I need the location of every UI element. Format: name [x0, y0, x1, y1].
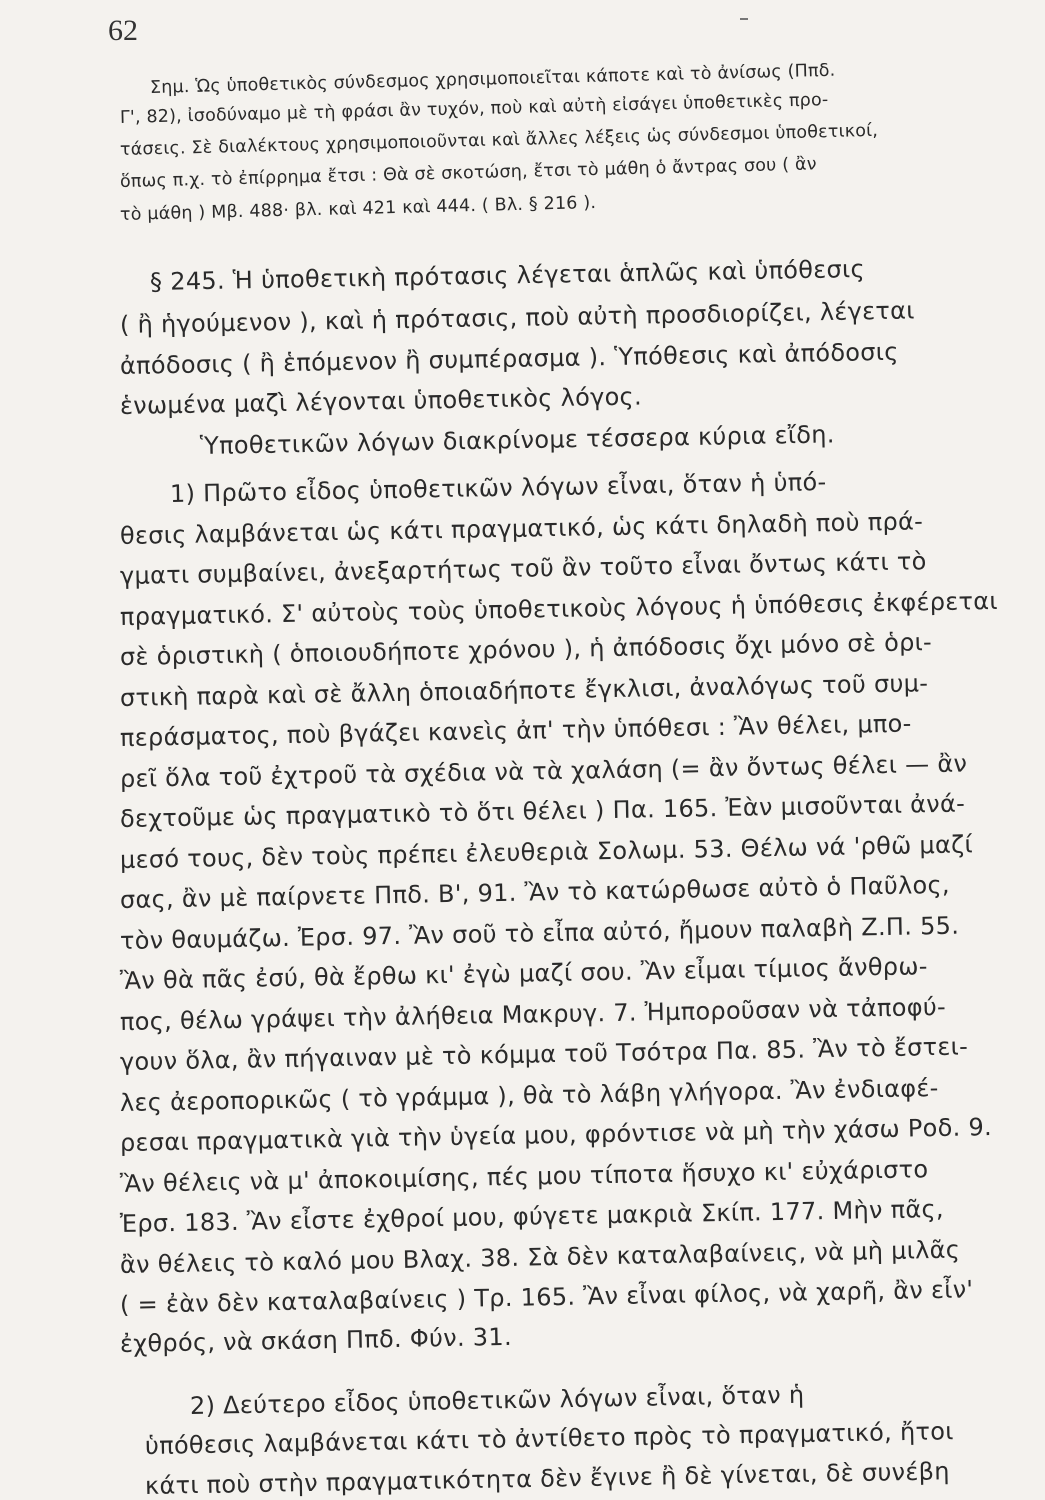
page-number: 62	[108, 14, 138, 47]
body-line: περάσματος, ποὺ βγάζει κανεὶς ἀπ' τὴν ὑπόθεσι : Ἂν θέλει, μπο-	[119, 709, 912, 752]
body-line: ἑνωμένα μαζὶ λέγονται ὑποθετικὸς λόγος.	[119, 382, 643, 420]
body-line: Ἂν θέλεις νὰ μ' ἀποκοιμίσης, πές μου τίποτα ἥσυχο κι' εὐχάριστο	[119, 1155, 929, 1198]
body-line: σας, ἂν μὲ παίρνετε Ππδ. Β', 91. Ἂν τὸ κατώρθωσε αὐτὸ ὁ Παῦλος,	[119, 870, 951, 914]
body-line: Ἂν θὰ πᾶς ἐσύ, θὰ ἔρθω κι' ἐγὼ μαζί σου. Ἂν εἶμαι τίμιος ἄνθρω-	[119, 952, 928, 995]
body-line: στικὴ παρὰ καὶ σὲ ἄλλη ὁποιαδήποτε ἔγκλισι, ἀναλόγως τοῦ συμ-	[119, 669, 929, 712]
body-line: 2) Δεύτερο εἶδος ὑποθετικῶν λόγων εἶναι, ὅταν ἡ	[189, 1380, 805, 1420]
body-line: ἐχθρός, νὰ σκάση Ππδ. Φύν. 31.	[119, 1322, 513, 1358]
body-line: πραγματικό. Σ' αὐτοὺς τοὺς ὑποθετικοὺς λόγους ἡ ὑπόθεσις ἐκφέρεται	[119, 586, 999, 631]
body-line: ( ἢ ἡγούμενον ), καὶ ἡ πρότασις, ποὺ αὐτὴ προσδιορίζει, λέγεται	[119, 296, 915, 339]
body-line: γματι συμβαίνει, ἀνεξαρτήτως τοῦ ἂν τοῦτο εἶναι ὄντως κάτι τὸ	[119, 547, 927, 590]
body-line: θεσις λαμβάνεται ὡς κάτι πραγματικό, ὡς κάτι δηλαδὴ ποὺ πρά-	[119, 507, 924, 550]
section-heading-line: § 245. Ἡ ὑποθετικὴ πρότασις λέγεται ἁπλῶς καὶ ὑπόθεσις	[149, 254, 866, 296]
body-line: ( = ἐὰν δὲν καταλαβαίνεις ) Τρ. 165. Ἂν εἶναι φίλος, νὰ χαρῆ, ἂν εἶν'	[119, 1275, 974, 1319]
page-mark	[740, 18, 748, 20]
body-line: ρεσαι πραγματικὰ γιὰ τὴν ὑγεία μου, φρόντισε νὰ μὴ τὴν χάσω Ροδ. 9.	[119, 1113, 993, 1157]
body-line: κάτι ποὺ στὴν πραγματικότητα δὲν ἔγινε ἢ δὲ γίνεται, δὲ συνέβη	[144, 1457, 950, 1500]
note-line: τὸ μάθη ) Μβ. 488· βλ. καὶ 421 καὶ 444. ( Βλ. § 216 ).	[119, 192, 597, 225]
note-line: Σημ. Ὡς ὑποθετικὸς σύνδεσμος χρησιμοποιεῖται κάποτε καὶ τὸ ἀνίσως (Ππδ.	[149, 60, 836, 98]
body-line: τὸν θαυμάζω. Ἐρσ. 97. Ἂν σοῦ τὸ εἶπα αὐτό, ἤμουν παλαβὴ Ζ.Π. 55.	[119, 911, 960, 955]
body-line: δεχτοῦμε ὡς πραγματικὸ τὸ ὅτι θέλει ) Πα. 165. Ἐὰν μισοῦνται ἀνά-	[119, 789, 966, 833]
body-line: Ἐρσ. 183. Ἂν εἶστε ἐχθροί μου, φύγετε μακριὰ Σκίπ. 177. Μὴν πᾶς,	[119, 1194, 945, 1238]
body-line: ρεῖ ὅλα τοῦ ἐχτροῦ τὰ σχέδια νὰ τὰ χαλάση (= ἂν ὄντως θέλει — ἂν	[119, 749, 968, 793]
body-line: πος, θέλω γράψει τὴν ἀλήθεια Μακρυγ. 7. Ἠμποροῦσαν νὰ τἀποφύ-	[119, 992, 947, 1036]
body-line: Ὑποθετικῶν λόγων διακρίνομε τέσσερα κύρια εἴδη.	[199, 420, 835, 460]
note-line: τάσεις. Σὲ διαλέκτους χρησιμοποιοῦνται καὶ ἄλλες λέξεις ὡς σύνδεσμοι ὑποθετικοί,	[119, 120, 879, 160]
note-line: ὅπως π.χ. τὸ ἐπίρρημα ἔτσι : Θὰ σὲ σκοτώση, ἔτσι τὸ μάθη ὁ ἄντρας σου ( ἂν	[119, 154, 817, 192]
body-line: λες ἀεροπορικῶς ( τὸ γράμμα ), θὰ τὸ λάβη γλήγορα. Ἂν ἐνδιαφέ-	[119, 1073, 939, 1117]
body-line: ἂν θέλεις τὸ καλό μου Βλαχ. 38. Σὰ δὲν καταλαβαίνεις, νὰ μὴ μιλᾶς	[119, 1235, 961, 1279]
note-line: Γ', 82), ἰσοδύναμο μὲ τὴ φράσι ἂν τυχόν, ποὺ καὶ αὐτὴ εἰσάγει ὑποθετικὲς προ-	[119, 90, 829, 128]
body-line: σὲ ὁριστικὴ ( ὁποιουδήποτε χρόνου ), ἡ ἀπόδοσις ὄχι μόνο σὲ ὁρι-	[119, 628, 933, 671]
body-line: μεσό τους, δὲν τοὺς πρέπει ἐλευθεριὰ Σολωμ. 53. Θέλω νά 'ρθῶ μαζί	[119, 830, 974, 874]
body-line: 1) Πρῶτο εἶδος ὑποθετικῶν λόγων εἶναι, ὅταν ἡ ὑπό-	[169, 467, 827, 508]
body-line: ἀπόδοσις ( ἢ ἑπόμενον ἢ συμπέρασμα ). Ὑπόθεσις καὶ ἀπόδοσις	[119, 337, 899, 380]
body-line: γουν ὅλα, ἂν πήγαιναν μὲ τὸ κόμμα τοῦ Τσότρα Πα. 85. Ἂν τὸ ἔστει-	[119, 1032, 969, 1076]
body-line: ὑπόθεσις λαμβάνεται κάτι τὸ ἀντίθετο πρὸς τὸ πραγματικό, ἤτοι	[144, 1417, 954, 1460]
